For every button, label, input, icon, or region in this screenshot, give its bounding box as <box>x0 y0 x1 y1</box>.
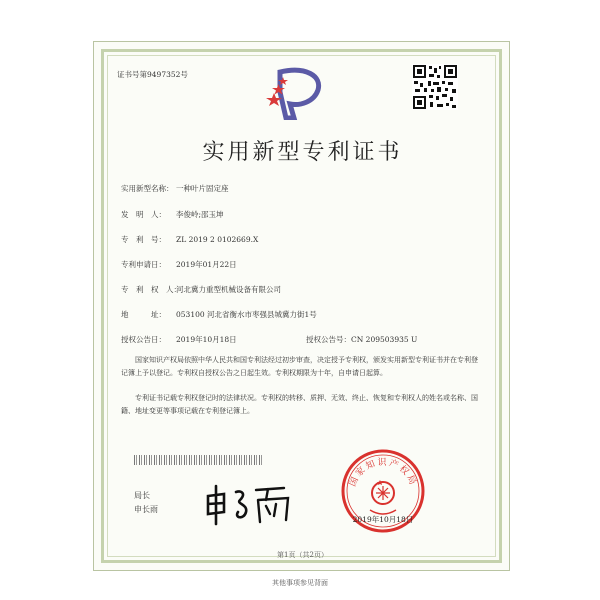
certificate-sheet <box>93 41 510 571</box>
field-patent-number-label: 专 利 号： <box>121 235 166 244</box>
field-name <box>121 183 481 194</box>
field-address-value: 053100 河北省衡水市枣强县城冀力街1号 <box>176 310 317 319</box>
field-inventor-value: 李俊岭;邵玉坤 <box>176 210 224 219</box>
field-patent-number-value: ZL 2019 2 0102669.X <box>176 235 259 244</box>
field-inventor <box>121 209 481 220</box>
field-name-value: 一种叶片固定座 <box>176 184 229 193</box>
qr-code <box>412 64 458 110</box>
director-title: 局长 <box>134 491 150 500</box>
grant-number-label: 授权公告号： <box>306 335 351 344</box>
certificate-number: 证书号第9497352号 <box>117 70 188 79</box>
grant-date-label: 授权公告日： <box>121 335 166 344</box>
field-address <box>121 309 481 320</box>
grant-number-value: CN 209503935 U <box>351 335 418 344</box>
inner-border <box>107 55 496 557</box>
field-application-date-label: 专利申请日： <box>121 260 166 269</box>
field-grant <box>121 334 481 345</box>
seal-text: 国家知识产权局 <box>347 457 419 489</box>
barcode-strip <box>134 455 264 465</box>
paragraph-grant: 国家知识产权局依照中华人民共和国专利法经过初步审查，决定授予专利权，颁发实用新型专利证书并在专利登记簿上予以登记。专利权自授权公告之日起生效。专利权期限为十年，自申请日起算。 <box>121 356 478 377</box>
back-note: 其他事项参见背面 <box>272 579 328 587</box>
director-signature <box>202 482 297 527</box>
field-application-date <box>121 259 481 270</box>
certificate-title: 实用新型专利证书 <box>202 140 403 165</box>
director-name: 申长雨 <box>134 505 158 514</box>
field-patentee-value: 河北冀力重型机械设备有限公司 <box>176 285 281 294</box>
field-inventor-label: 发 明 人： <box>121 210 166 219</box>
field-patentee-label: 专 利 权 人： <box>121 285 181 294</box>
field-patent-number <box>121 234 481 245</box>
field-address-label: 地 址： <box>121 310 166 319</box>
page-indicator: 第1页（共2页） <box>277 551 328 559</box>
paragraph-legal-status: 专利证书记载专利权登记时的法律状况。专利权的转移、质押、无效、终止、恢复和专利权人的姓名或名称、国籍、地址变更等事项记载在专利登记簿上。 <box>121 394 478 415</box>
field-patentee <box>121 284 481 295</box>
field-application-date-value: 2019年01月22日 <box>176 260 237 269</box>
cnipa-logo <box>262 62 326 120</box>
field-name-label: 实用新型名称： <box>121 184 174 193</box>
seal-date: 2019年10月18日 <box>352 515 414 524</box>
grant-date-value: 2019年10月18日 <box>176 335 237 344</box>
